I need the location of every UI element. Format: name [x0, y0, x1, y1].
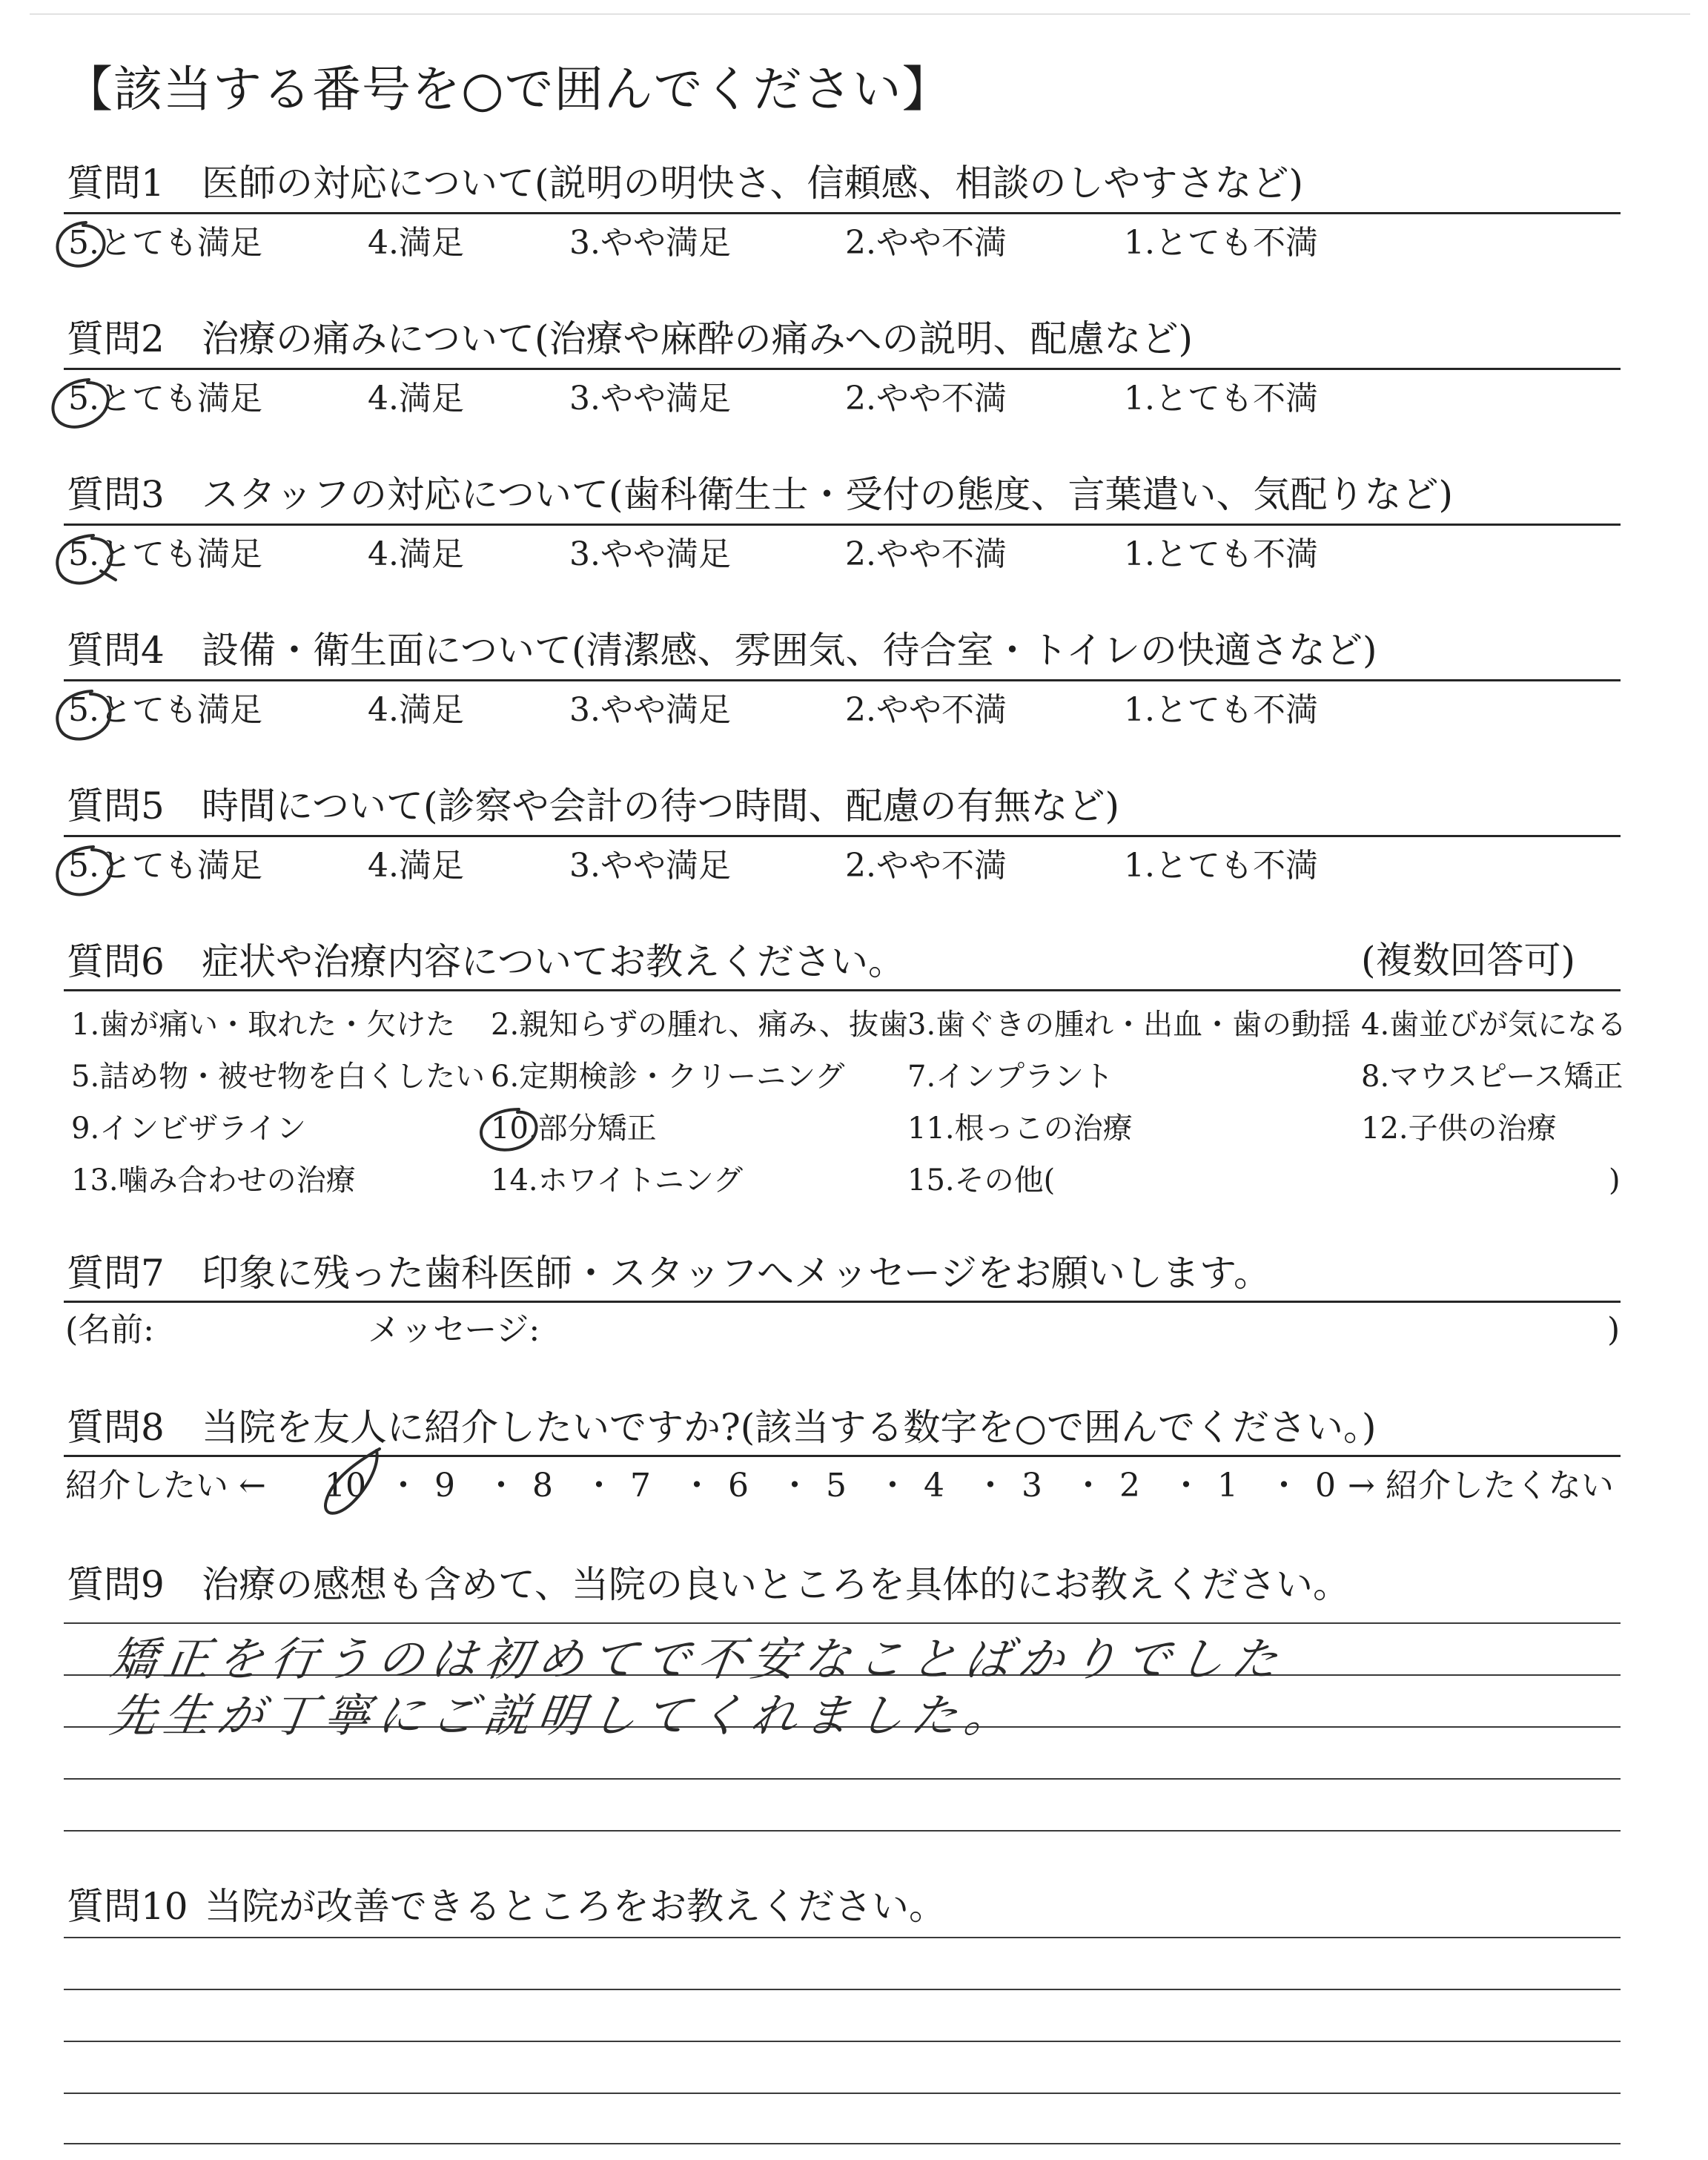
q10-question: 当院が改善できるところをお教えください。	[205, 1885, 946, 1928]
q8-scale-6[interactable]: 6	[728, 1467, 749, 1505]
q7-question: 印象に残った歯科医師・スタッフへメッセージをお願いします。	[202, 1252, 1271, 1295]
q8-scale-0[interactable]: 0	[1315, 1467, 1336, 1505]
q8-scale-10[interactable]: 10	[325, 1467, 366, 1505]
q1-label: 質問1	[67, 162, 165, 205]
q5-rule	[64, 835, 1621, 837]
q9-handwritten-answer-line-1: 矯正を行うのは初めてで不安なことばかりでした	[107, 1632, 1289, 1686]
q8-sep: ・	[1268, 1467, 1300, 1505]
q2-option-1[interactable]: 1.とても不満	[1124, 380, 1318, 417]
q10-answer-line	[64, 2041, 1621, 2042]
q3-option-5[interactable]: 5.とても満足	[68, 535, 262, 573]
q5-option-3[interactable]: 3.やや満足	[569, 847, 731, 885]
q5-question: 時間について(診察や会計の待つ時間、配慮の有無など)	[202, 785, 1120, 828]
q8-sep: ・	[876, 1467, 909, 1505]
q2-question: 治療の痛みについて(治療や麻酔の痛みへの説明、配慮など)	[202, 317, 1194, 360]
q9-label: 質問9	[67, 1563, 165, 1606]
q8-rule	[64, 1455, 1621, 1457]
q7-name-label: (名前:	[65, 1311, 154, 1349]
q8-sep: ・	[974, 1467, 1007, 1505]
q6-item-4[interactable]: 4.歯並びが気になる	[1361, 1008, 1627, 1042]
q8-sep: ・	[583, 1467, 615, 1505]
q8-sep: ・	[1072, 1467, 1105, 1505]
q8-scale-7[interactable]: 7	[630, 1467, 651, 1505]
q4-option-1[interactable]: 1.とても不満	[1124, 691, 1318, 729]
q9-answer-line	[64, 1778, 1621, 1780]
q2-option-2[interactable]: 2.やや不満	[845, 380, 1007, 417]
q7-message-label: メッセージ:	[368, 1311, 540, 1349]
q2-option-4[interactable]: 4.満足	[368, 380, 464, 417]
q3-label: 質問3	[67, 473, 165, 516]
q6-item-6[interactable]: 6.定期検診・クリーニング	[491, 1060, 845, 1094]
q5-option-1[interactable]: 1.とても不満	[1124, 847, 1318, 885]
q4-option-4[interactable]: 4.満足	[368, 691, 464, 729]
q8-sep: ・	[681, 1467, 713, 1505]
q3-rule	[64, 524, 1621, 526]
q8-question: 当院を友人に紹介したいですか?(該当する数字を○で囲んでください。)	[202, 1406, 1377, 1449]
q6-item-11[interactable]: 11.根っこの治療	[907, 1112, 1133, 1146]
q6-item-12[interactable]: 12.子供の治療	[1361, 1112, 1557, 1146]
instruction-title: 【該当する番号を○で囲んでください】	[64, 61, 952, 118]
q6-item-10[interactable]: 10.部分矯正	[491, 1112, 657, 1146]
q8-right-label: → 紹介したくない	[1348, 1467, 1614, 1505]
q4-rule	[64, 679, 1621, 681]
q5-option-4[interactable]: 4.満足	[368, 847, 464, 885]
q6-rule	[64, 989, 1621, 991]
q6-multiple-note: (複数回答可)	[1361, 939, 1576, 982]
q2-option-3[interactable]: 3.やや満足	[569, 380, 731, 417]
q3-option-3[interactable]: 3.やや満足	[569, 535, 731, 573]
q8-scale-4[interactable]: 4	[924, 1467, 944, 1505]
q10-answer-line	[64, 2093, 1621, 2094]
q1-option-3[interactable]: 3.やや満足	[569, 224, 731, 262]
q1-question: 医師の対応について(説明の明快さ、信頼感、相談のしやすさなど)	[202, 162, 1304, 205]
q2-option-5[interactable]: 5.とても満足	[68, 380, 262, 417]
q7-label: 質問7	[67, 1252, 165, 1295]
q7-close-paren: )	[1607, 1311, 1621, 1349]
q8-scale-1[interactable]: 1	[1217, 1467, 1238, 1505]
q8-scale-3[interactable]: 3	[1022, 1467, 1042, 1505]
q1-option-1[interactable]: 1.とても不満	[1124, 224, 1318, 262]
q8-left-label: 紹介したい ←	[65, 1467, 266, 1505]
q6-item-13[interactable]: 13.噛み合わせの治療	[71, 1163, 356, 1198]
q9-handwritten-answer-line-2: 先生が丁寧にご説明してくれました。	[107, 1688, 1022, 1743]
q8-scale-2[interactable]: 2	[1119, 1467, 1140, 1505]
q2-rule	[64, 368, 1621, 370]
q9-question: 治療の感想も含めて、当院の良いところを具体的にお教えください。	[202, 1563, 1350, 1606]
q4-option-3[interactable]: 3.やや満足	[569, 691, 731, 729]
q6-question: 症状や治療内容についてお教えください。	[202, 940, 905, 983]
q6-item-14[interactable]: 14.ホワイトニング	[491, 1163, 744, 1198]
q5-option-5[interactable]: 5.とても満足	[68, 847, 262, 885]
q9-answer-line	[64, 1830, 1621, 1832]
q10-label: 質問10	[67, 1885, 188, 1928]
q6-item-3[interactable]: 3.歯ぐきの腫れ・出血・歯の動揺	[907, 1008, 1351, 1042]
q5-label: 質問5	[67, 785, 165, 828]
q3-option-4[interactable]: 4.満足	[368, 535, 464, 573]
q8-scale-8[interactable]: 8	[532, 1467, 553, 1505]
q6-item-7[interactable]: 7.インプラント	[907, 1060, 1114, 1094]
q8-sep: ・	[1170, 1467, 1202, 1505]
q10-answer-line	[64, 1989, 1621, 1990]
q8-scale-9[interactable]: 9	[434, 1467, 455, 1505]
q8-sep: ・	[778, 1467, 811, 1505]
q4-label: 質問4	[67, 629, 165, 672]
q4-question: 設備・衛生面について(清潔感、雰囲気、待合室・トイレの快適さなど)	[202, 629, 1377, 672]
q6-label: 質問6	[67, 940, 165, 983]
q8-sep: ・	[485, 1467, 517, 1505]
q1-option-2[interactable]: 2.やや不満	[845, 224, 1007, 262]
q6-item-5[interactable]: 5.詰め物・被せ物を白くしたい	[71, 1060, 486, 1094]
q6-item-15[interactable]: 15.その他(	[907, 1163, 1056, 1198]
q4-option-5[interactable]: 5.とても満足	[68, 691, 262, 729]
q3-option-2[interactable]: 2.やや不満	[845, 535, 1007, 573]
q2-label: 質問2	[67, 317, 165, 360]
top-edge-line	[30, 13, 1690, 15]
q4-option-2[interactable]: 2.やや不満	[845, 691, 1007, 729]
q6-item-1[interactable]: 1.歯が痛い・取れた・欠けた	[71, 1008, 456, 1042]
q8-label: 質問8	[67, 1406, 165, 1449]
q8-scale-5[interactable]: 5	[826, 1467, 847, 1505]
q7-rule	[64, 1301, 1621, 1303]
q10-answer-line	[64, 2143, 1621, 2144]
q1-option-4[interactable]: 4.満足	[368, 224, 464, 262]
q3-question: スタッフの対応について(歯科衛生士・受付の態度、言葉遣い、気配りなど)	[202, 473, 1454, 516]
q8-sep: ・	[387, 1467, 420, 1505]
q1-option-5[interactable]: 5.とても満足	[68, 224, 262, 262]
q10-answer-line	[64, 1937, 1621, 1938]
q5-option-2[interactable]: 2.やや不満	[845, 847, 1007, 885]
q6-item-8[interactable]: 8.マウスピース矯正	[1361, 1060, 1623, 1094]
q3-option-1[interactable]: 1.とても不満	[1124, 535, 1318, 573]
q6-item-2[interactable]: 2.親知らずの腫れ、痛み、抜歯	[491, 1008, 908, 1042]
q1-rule	[64, 212, 1621, 214]
q6-item-9[interactable]: 9.インビザライン	[71, 1112, 306, 1146]
q6-other-close-paren: )	[1609, 1163, 1621, 1198]
